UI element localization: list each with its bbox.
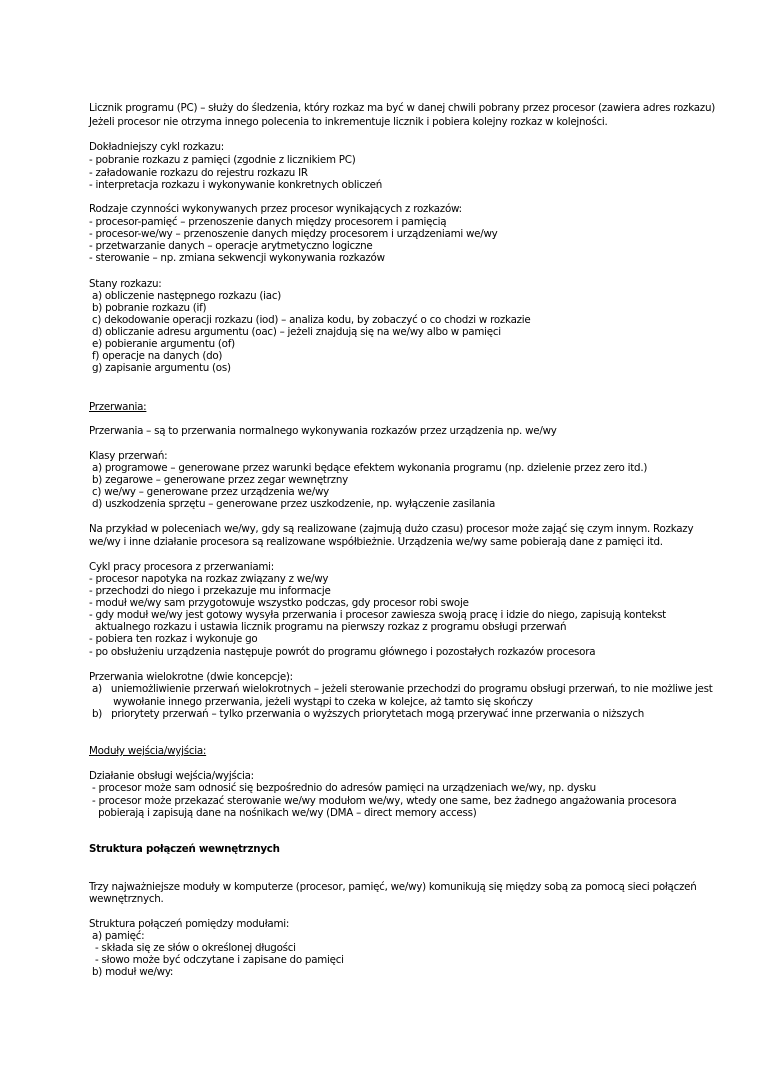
list-item: - słowo może być odczytane i zapisane do pamięci (89, 954, 344, 966)
paragraph-line: Stany rozkazu: (89, 278, 162, 290)
list-item: b) moduł we/wy: (89, 966, 174, 978)
list-item: - po obsłużeniu urządzenia następuje powrót do programu głównego i pozostałych rozkazów procesora (89, 646, 596, 658)
list-item: - interpretacja rozkazu i wykonywanie konkretnych obliczeń (89, 179, 383, 191)
list-item: c) dekodowanie operacji rozkazu (iod) – analiza kodu, by zobaczyć o co chodzi w rozkazie (89, 314, 531, 326)
list-item: - pobranie rozkazu z pamięci (zgodnie z licznikiem PC) (89, 154, 356, 166)
section-title: Struktura połączeń wewnętrznych (89, 843, 280, 855)
list-item: b) pobranie rozkazu (if) (89, 302, 207, 314)
list-item: - załadowanie rozkazu do rejestru rozkazu IR (89, 167, 308, 179)
list-item: - przetwarzanie danych – operacje arytmetyczno logiczne (89, 240, 373, 252)
paragraph-line: Struktura połączeń pomiędzy modułami: (89, 918, 290, 930)
list-item: b) priorytety przerwań – tylko przerwania o wyższych priorytetach mogą przerywać inne przerwania o niższych (89, 708, 645, 720)
list-item: d) uszkodzenia sprzętu – generowane przez uszkodzenie, np. wyłączenie zasilania (89, 498, 496, 510)
paragraph-line: Klasy przerwań: (89, 450, 168, 462)
paragraph-line: Cykl pracy procesora z przerwaniami: (89, 561, 275, 573)
list-item: c) we/wy – generowane przez urządzenia we/wy (89, 486, 329, 498)
section-heading: Moduły wejścia/wyjścia: (89, 745, 207, 757)
paragraph-line: Rodzaje czynności wykonywanych przez procesor wynikających z rozkazów: (89, 203, 462, 215)
paragraph-line: Dokładniejszy cykl rozkazu: (89, 141, 224, 153)
list-item: a) pamięć: (89, 930, 145, 942)
list-item: - sterowanie – np. zmiana sekwencji wykonywania rozkazów (89, 252, 385, 264)
paragraph-line: wewnętrznych. (89, 893, 164, 905)
list-item: - pobiera ten rozkaz i wykonuje go (89, 633, 258, 645)
paragraph-line: Na przykład w poleceniach we/wy, gdy są realizowane (zajmują dużo czasu) procesor może zająć się czym innym. Rozkazy (89, 523, 694, 535)
section-heading: Przerwania: (89, 401, 147, 413)
list-item: b) zegarowe – generowane przez zegar wewnętrzny (89, 474, 348, 486)
list-item: d) obliczanie adresu argumentu (oac) – jeżeli znajdują się na we/wy albo w pamięci (89, 326, 501, 338)
list-item: a) obliczenie następnego rozkazu (iac) (89, 290, 282, 302)
paragraph-line: Przerwania wielokrotne (dwie koncepcje): (89, 671, 293, 683)
list-item: - procesor-we/wy – przenoszenie danych między procesorem i urządzeniami we/wy (89, 228, 498, 240)
list-item: e) pobieranie argumentu (of) (89, 338, 235, 350)
list-item: - procesor-pamięć – przenoszenie danych między procesorem i pamięcią (89, 216, 447, 228)
list-item: wywołanie innego przerwania, jeżeli wystąpi to czeka w kolejce, aż tamto się skończy (89, 696, 533, 708)
list-item: - gdy moduł we/wy jest gotowy wysyła przerwania i procesor zawiesza swoją pracę i idzie do niego, zapisują kontekst (89, 609, 666, 621)
paragraph-line: Trzy najważniejsze moduły w komputerze (procesor, pamięć, we/wy) komunikują się między sobą za pomocą sieci połączeń (89, 881, 697, 893)
list-item: - procesor może przekazać sterowanie we/wy modułom we/wy, wtedy one same, bez żadnego angażowania procesora (89, 795, 677, 807)
list-item: - moduł we/wy sam przygotowuje wszystko podczas, gdy procesor robi swoje (89, 597, 469, 609)
list-item: f) operacje na danych (do) (89, 350, 223, 362)
list-item: - przechodzi do niego i przekazuje mu informacje (89, 585, 331, 597)
paragraph-line: Jeżeli procesor nie otrzyma innego polecenia to inkrementuje licznik i pobiera kolejny rozkaz w kolejności. (89, 116, 608, 128)
list-item: a) programowe – generowane przez warunki będące efektem wykonania programu (np. dzielenie przez zero itd.) (89, 462, 648, 474)
list-item: pobierają i zapisują dane na nośnikach we/wy (DMA – direct memory access) (89, 807, 477, 819)
list-item: g) zapisanie argumentu (os) (89, 362, 231, 374)
paragraph-line: Działanie obsługi wejścia/wyjścia: (89, 770, 254, 782)
paragraph-line: Licznik programu (PC) – służy do śledzenia, który rozkaz ma być w danej chwili pobrany przez procesor (zawiera adres rozkazu) (89, 102, 716, 114)
list-item: - składa się ze słów o określonej długości (89, 942, 296, 954)
paragraph-line: we/wy i inne działanie procesora są realizowane współbieżnie. Urządzenia we/wy same pobierają dane z pamięci itd. (89, 536, 663, 548)
list-item: aktualnego rozkazu i ustawia licznik programu na pierwszy rozkaz z programu obsługi przerwań (89, 621, 567, 633)
list-item: a) uniemożliwienie przerwań wielokrotnych – jeżeli sterowanie przechodzi do programu obsługi przerwań, to nie możliwe jest (89, 683, 713, 695)
list-item: - procesor może sam odnosić się bezpośrednio do adresów pamięci na urządzeniach we/wy, np. dysku (89, 782, 596, 794)
list-item: - procesor napotyka na rozkaz związany z we/wy (89, 573, 329, 585)
paragraph-line: Przerwania – są to przerwania normalnego wykonywania rozkazów przez urządzenia np. we/wy (89, 425, 557, 437)
